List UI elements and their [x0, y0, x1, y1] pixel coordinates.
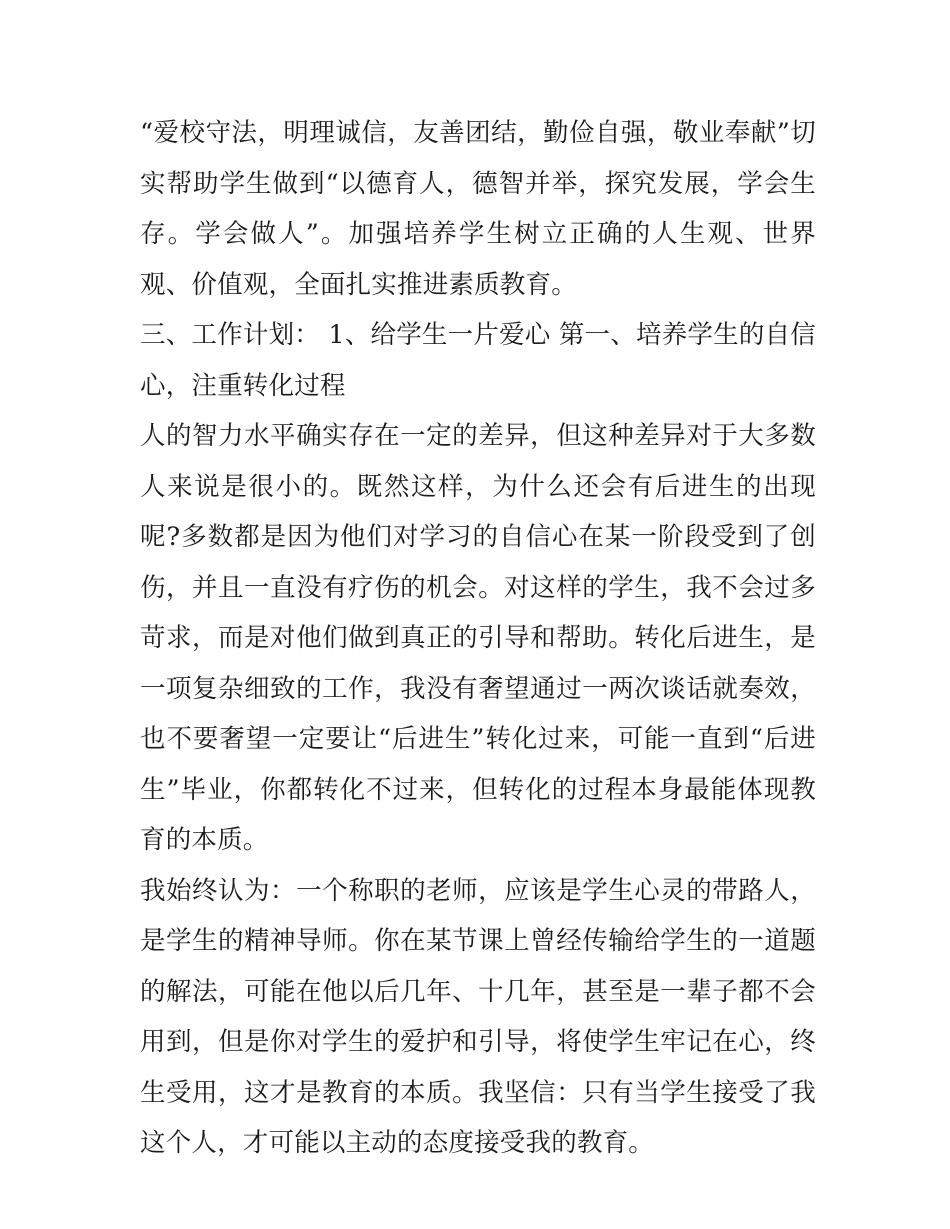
paragraph-work-plan-heading: 三、工作计划： 1、给学生一片爱心 第一、培养学生的自信心，注重转化过程 — [140, 320, 816, 401]
document-body — [140, 108, 816, 1169]
paragraph-confidence: 人的智力水平确实存在一定的差异，但这种差异对于大多数人来说是很小的。既然这样，为什么还会有后进生的出现呢?多数都是因为他们对学习的自信心在某一阶段受到了创伤，并且一直没有疗伤的机会。对这样的学生，我不会过多苛求，而是对他们做到真正的引导和帮助。转化后进生，是一项复杂细致的工作，我没有奢望通过一两次谈话就奏效，也不要奢望一定要让“后进生”转化过来，可能一直到“后进生”毕业，你都转化不过来，但转化的过程本身最能体现教育的本质。 — [140, 421, 816, 855]
paragraph-moral-education: “爱校守法，明理诚信，友善团结，勤俭自强，敬业奉献”切实帮助学生做到“以德育人，德智并举，探究发展，学会生存。学会做人”。加强培养学生树立正确的人生观、世界观、价值观，全面扎实推进素质教育。 — [140, 118, 816, 300]
paragraph-teacher-role: 我始终认为：一个称职的老师，应该是学生心灵的带路人，是学生的精神导师。你在某节课上曾经传输给学生的一道题的解法，可能在他以后几年、十几年，甚至是一辈子都不会用到，但是你对学生的爱护和引导，将使学生牢记在心，终生受用，这才是教育的本质。我坚信：只有当学生接受了我这个人，才可能以主动的态度接受我的教育。 — [140, 875, 816, 1158]
